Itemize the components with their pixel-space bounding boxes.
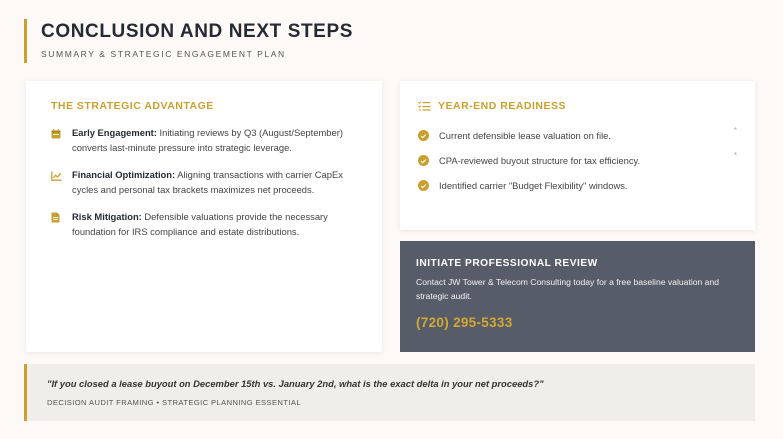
- advantage-heading: Risk Mitigation:: [72, 211, 142, 222]
- asterisk-mark: *: [733, 126, 737, 135]
- list-item: [51, 209, 364, 239]
- page-header: [24, 19, 353, 63]
- year-end-readiness-title: YEAR-END READINESS: [438, 100, 567, 112]
- list-item: [51, 125, 364, 155]
- advantage-list: [51, 125, 364, 239]
- advantage-text: Aligning transactions with carrier CapEx cycles and personal tax brackets maximizes net proceeds.: [72, 169, 343, 195]
- readiness-text: Current defensible lease valuation on file.: [439, 130, 611, 141]
- cta-text: Contact JW Tower & Telecom Consulting today for a free baseline valuation and strategic audit.: [416, 277, 720, 301]
- year-end-readiness-card: [400, 81, 755, 230]
- list-item: [418, 173, 739, 198]
- quote-meta: DECISION AUDIT FRAMING • STRATEGIC PLANNING ESSENTIAL: [47, 398, 301, 407]
- readiness-text: Identified carrier "Budget Flexibility" windows.: [439, 180, 628, 191]
- advantage-text: Defensible valuations provide the necessary foundation for IRS compliance and estate distributions.: [72, 211, 328, 237]
- advantage-heading: Financial Optimization:: [72, 169, 176, 180]
- strategic-advantage-card: [26, 81, 382, 352]
- list-item: [418, 148, 739, 173]
- list-check-icon: [418, 101, 431, 111]
- professional-review-cta: [400, 241, 755, 352]
- cta-title: INITIATE PROFESSIONAL REVIEW: [416, 258, 598, 269]
- document-icon: [51, 210, 63, 239]
- strategic-advantage-title: THE STRATEGIC ADVANTAGE: [51, 100, 214, 112]
- check-circle-icon: [418, 180, 429, 191]
- list-item: [418, 123, 739, 148]
- check-circle-icon: [418, 130, 429, 141]
- page-title: CONCLUSION AND NEXT STEPS: [41, 21, 353, 42]
- advantage-heading: Early Engagement:: [72, 127, 157, 138]
- check-circle-icon: [418, 155, 429, 166]
- readiness-list: [418, 123, 739, 198]
- advantage-text: Initiating reviews by Q3 (August/September) converts last-minute pressure into strategic leverage.: [72, 127, 343, 153]
- chart-line-icon: [51, 168, 63, 197]
- page-subtitle: SUMMARY & STRATEGIC ENGAGEMENT PLAN: [41, 49, 286, 59]
- calendar-icon: [51, 126, 63, 155]
- list-item: [51, 167, 364, 197]
- asterisk-mark: *: [733, 151, 737, 160]
- quote-text: "If you closed a lease buyout on December 15th vs. January 2nd, what is the exact delta in your net proceeds?": [47, 378, 544, 389]
- readiness-text: CPA-reviewed buyout structure for tax efficiency.: [439, 155, 641, 166]
- phone-number[interactable]: (720) 295-5333: [416, 315, 513, 330]
- decision-quote: [24, 364, 755, 421]
